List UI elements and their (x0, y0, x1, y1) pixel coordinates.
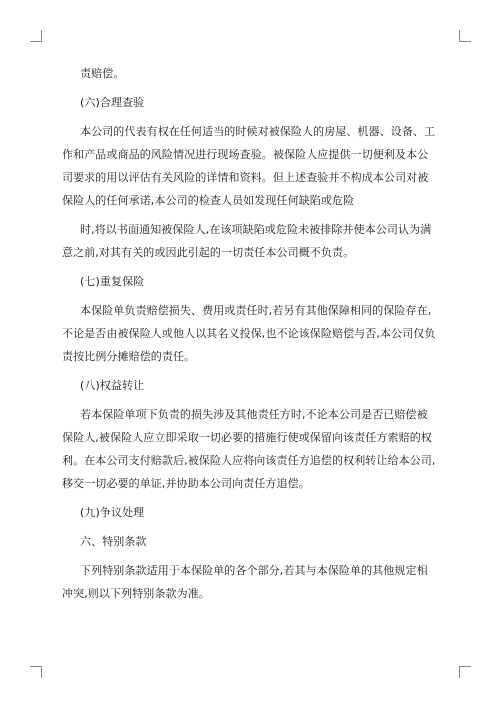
paragraph-inspection-notice: 时,将以书面通知被保险人,在该项缺陷或危险未被排除并使本公司认为满意之前,对其有关的或因此引起的一切责任本公司概不负责。 (62, 223, 432, 259)
paragraph-subrogation: 若本保险单项下负责的损失涉及其他责任方时,不论本公司是否已赔偿被保险人,被保险人应立即采取一切必要的措施行使或保留向该责任方索赔的权利。在本公司支付赔款后,被保险人应将向该责任方追偿的权利转让给本公司,移交一切必要的单证,并协助本公司向责任方追偿。 (62, 408, 436, 490)
crop-mark-bottom-left (30, 666, 42, 678)
section-heading-duplicate-insurance: (七)重复保险 (80, 275, 145, 288)
document-body (62, 62, 438, 611)
section-heading-special-clauses: 六、特别条款 (80, 535, 147, 548)
paragraph-continuation: 责赔偿。 (80, 67, 125, 80)
crop-mark-top-left (30, 30, 42, 42)
section-heading-dispute-resolution: (九)争议处理 (80, 506, 145, 519)
crop-mark-top-right (459, 30, 471, 42)
section-heading-reasonable-inspection: (六)合理查验 (80, 96, 145, 109)
section-heading-subrogation: (八)权益转让 (80, 379, 145, 392)
paragraph-duplicate-insurance: 本保险单负责赔偿损失、费用或责任时,若另有其他保障相同的保险存在,不论是否由被保险人或他人以其名义投保,也不论该保险赔偿与否,本公司仅负责按比例分摊赔偿的责任。 (62, 304, 436, 363)
paragraph-inspection: 本公司的代表有权在任何适当的时候对被保险人的房屋、机器、设备、工作和产品或商品的风险情况进行现场查验。被保险人应提供一切便利及本公司要求的用以评估有关风险的详情和资料。但上述查验并不构成本公司对被保险人的任何承诺,本公司的检查人员如发现任何缺陷或危险 (62, 125, 436, 207)
paragraph-special-clauses: 下列特别条款适用于本保险单的各个部分,若其与本保险单的其他规定相冲突,则以下列特别条款为准。 (62, 564, 428, 600)
crop-mark-bottom-right (459, 666, 471, 678)
